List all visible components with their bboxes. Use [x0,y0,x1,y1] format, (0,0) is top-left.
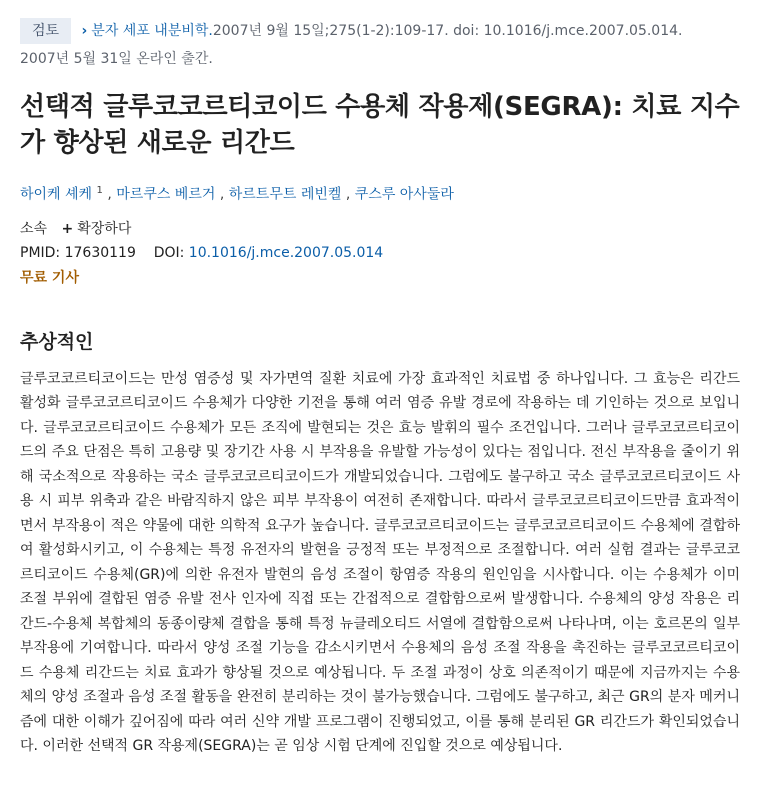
author-separator: , [341,186,355,203]
pmid-label: PMID: [20,244,61,261]
affiliation-row [20,217,740,241]
author-link[interactable]: 쿠스루 아사둘라 [354,186,454,203]
author-link[interactable]: 하르트무트 레빈켈 [228,186,342,203]
doi-link[interactable]: 10.1016/j.mce.2007.05.014 [188,244,384,261]
affiliation-label: 소속 [20,220,48,237]
identifier-row [20,241,740,265]
epub-date: 2007년 5월 31일 온라인 출간. [20,51,213,67]
review-badge: 검토 [20,18,71,44]
article-title: 선택적 글루코코르티코이드 수용체 작용제(SEGRA): 치료 지수가 향상된 새로운 리간드 [20,92,740,158]
journal-link[interactable]: 분자 세포 내분비학. [91,23,213,39]
author-link[interactable]: 하이케 셰케 [20,186,93,203]
abstract-heading: 추상적인 [20,330,94,353]
author-separator: , [102,186,117,203]
chevron-right-icon: › [81,23,88,39]
doi-label: DOI: [153,244,185,261]
author-list [20,181,740,205]
pmid-value: 17630119 [64,244,136,261]
author-link[interactable]: 마르쿠스 베르거 [116,186,216,203]
citation-details: 2007년 9월 15일;275(1-2):109-17. doi: 10.1016/j.mce.2007.05.014. [212,23,683,39]
plus-icon[interactable]: + [61,220,74,237]
expand-affiliations-button[interactable]: 확장하다 [77,220,132,237]
free-article-label: 무료 기사 [20,269,79,286]
abstract-text: 글루코코르티코이드는 만성 염증성 및 자가면역 질환 치료에 가장 효과적인 치료법 중 하나입니다. 그 효능은 리간드 활성화 글루코코르티코이드 수용체가 다양한 기전을 통해 여러 염증 유발 경로에 작용하는 데 기인하는 것으로 보입니다. 글루코코르티코이드 수용체가 모든 조직에 발현되는 것은 효능 발휘의 필수 조건입니다. 그러나 글루코코르티코이드의 주요 단점은 특히 고용량 및 장기간 사용 시 부작용을 유발할 가능성이 있다는 점입니다. 전신 부작용을 줄이기 위해 국소적으로 작용하는 국소 글루코코르티코이드가 개발되었습니다. 그럼에도 불구하고 국소 글루코코르티코이드 사용 시 피부 위축과 같은 바람직하지 않은 피부 부작용이 여전히 존재합니다. 따라서 글루코코르티코이드만큼 효과적이면서 부작용이 적은 약물에 대한 의학적 요구가 높습니다. 글루코코르티코이드는 글루코코르티코이드 수용체에 결합하여 활성화시키고, 이 수용체는 특정 유전자의 발현을 긍정적 또는 부정적으로 조절합니다. 여러 실험 결과는 글루코코르티코이드 수용체(GR)에 의한 유전자 발현의 음성 조절이 항염증 작용의 원인임을 시사합니다. 이는 수용체가 이미 조절 부위에 결합된 염증 유발 전사 인자에 직접 또는 간접적으로 결합함으로써 발생합니다. 수용체의 양성 작용은 리간드-수용체 복합체의 동종이량체 결합을 통해 특정 뉴클레오티드 서열에 결합함으로써 나타나며, 이는 호르몬의 일부 부작용에 기여합니다. 따라서 양성 조절 기능을 감소시키면서 수용체의 음성 조절 작용을 촉진하는 글루코코르티코이드 수용체 리간드는 치료 효과가 향상될 것으로 예상됩니다. 두 조절 과정이 상호 의존적이기 때문에 지금까지는 수용체의 양성 조절과 음성 조절 활동을 완전히 분리하는 것이 불가능했습니다. 그럼에도 불구하고, 최근 GR의 분자 메커니즘에 대한 이해가 깊어짐에 따라 여러 신약 개발 프로그램이 진행되었고, 이를 통해 분리된 GR 리간드가 확인되었습니다. 이러한 선택적 GR 작용제(SEGRA)는 곧 임상 시험 단계에 진입할 것으로 예상됩니다. [20,370,740,755]
citation-block [20,0,740,73]
author-separator: , [215,186,229,203]
author-affiliation-sup[interactable]: 1 [96,185,103,196]
